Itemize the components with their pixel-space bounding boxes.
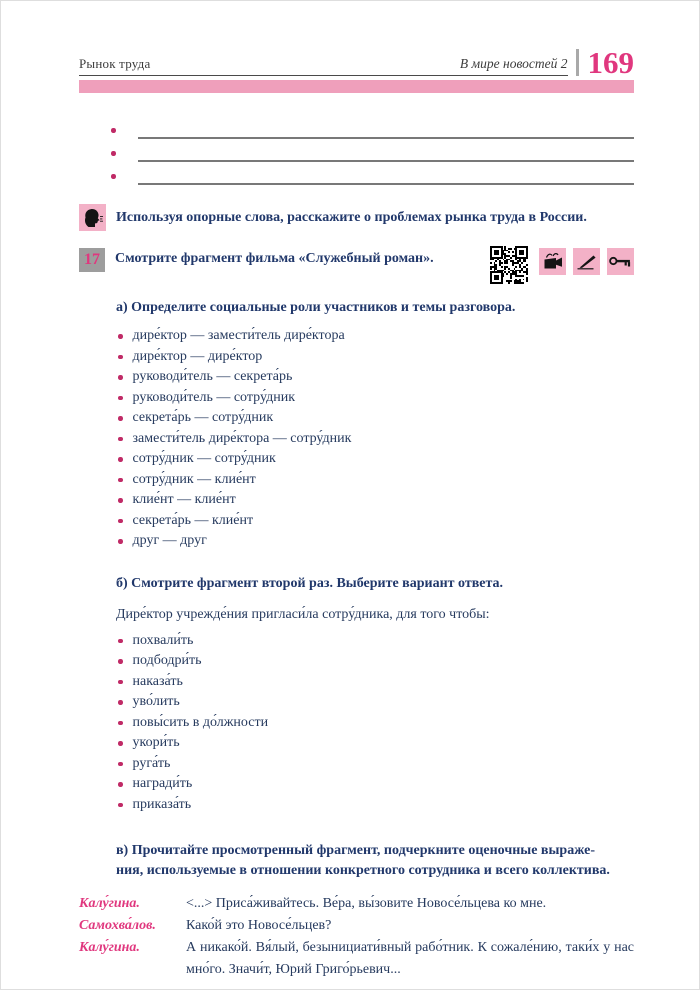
list-item — [116, 326, 634, 347]
list-item — [116, 408, 634, 429]
blank-answer-line[interactable] — [138, 145, 635, 162]
header-divider — [576, 49, 579, 76]
list-item — [116, 651, 634, 672]
write-in-row — [111, 119, 634, 142]
bullet-icon — [118, 519, 123, 524]
list-item — [116, 672, 634, 693]
video-camera-icon — [539, 248, 566, 275]
page-number: 169 — [587, 45, 634, 81]
section-v-heading-line: ния, используемые в отношении конкретного сотрудника и всего коллектива. — [116, 863, 610, 878]
running-head — [79, 56, 568, 76]
bullet-icon — [118, 416, 123, 421]
bullet-icon — [118, 639, 123, 644]
header-pink-band — [79, 80, 634, 93]
task-17 — [79, 248, 634, 284]
list-item-text: похвали́ть — [132, 632, 194, 648]
list-item — [116, 490, 634, 511]
section-a-heading: а) Определите социальные роли участников и темы разговора. — [116, 300, 516, 315]
list-item — [116, 388, 634, 409]
list-item-text: уво́лить — [132, 694, 180, 710]
list-item — [116, 774, 634, 795]
list-item — [116, 347, 634, 368]
dialogue-speaker: Самохва́лов. — [79, 918, 156, 933]
bullet-icon — [111, 151, 116, 156]
list-item-text: секрета́рь — сотру́дник — [132, 410, 274, 426]
list-item-text: друг — друг — [132, 533, 207, 549]
bullet-icon — [111, 128, 116, 133]
list-item — [116, 470, 634, 491]
list-item-text: сотру́дник — сотру́дник — [132, 451, 276, 467]
bullet-icon — [118, 355, 123, 360]
bullet-icon — [118, 334, 123, 339]
list-item-text: сотру́дник — клие́нт — [132, 471, 256, 487]
list-item — [116, 795, 634, 816]
bullet-icon — [118, 498, 123, 503]
list-item-text: дире́ктор — замести́тель дире́ктора — [132, 328, 345, 344]
write-in-row — [111, 165, 634, 188]
list-item-text: дире́ктор — дире́ктор — [132, 348, 263, 364]
list-item — [116, 692, 634, 713]
task-icons — [490, 248, 634, 284]
dialogue-text: <...> Приса́живайтесь. Ве́ра, вы́зовите Новосе́льцева ко мне. — [186, 896, 547, 911]
speaking-task-text: Используя опорные слова, расскажите о проблемах рынка труда в России. — [116, 209, 587, 225]
list-item — [116, 429, 634, 450]
bullet-icon — [118, 396, 123, 401]
dialogue-text: Како́й это Новосе́льцев? — [186, 918, 332, 933]
list-item-text: укори́ть — [132, 735, 180, 751]
list-item-text: клие́нт — клие́нт — [132, 492, 236, 508]
list-item — [116, 511, 634, 532]
list-item — [116, 367, 634, 388]
section-v-heading — [116, 841, 634, 881]
key-icon — [607, 248, 634, 275]
blank-answer-line[interactable] — [138, 122, 635, 139]
write-in-row — [111, 142, 634, 165]
bullet-icon — [118, 375, 123, 380]
list-item-text: руководи́тель — сотру́дник — [132, 389, 295, 405]
list-item-text: приказа́ть — [132, 796, 192, 812]
bullet-icon — [118, 659, 123, 664]
bullet-icon — [118, 741, 123, 746]
list-item — [116, 631, 634, 652]
bullet-icon — [118, 478, 123, 483]
list-item-text: награди́ть — [132, 776, 193, 792]
list-item-text: повы́сить в до́лжности — [132, 714, 269, 730]
list-item-text: замести́тель дире́ктора — сотру́дник — [132, 430, 352, 446]
task-title: Смотрите фрагмент фильма «Служебный роман». — [115, 251, 434, 266]
bullet-icon — [118, 539, 123, 544]
bullet-icon — [118, 437, 123, 442]
bullet-icon — [118, 721, 123, 726]
list-item-text: подбодри́ть — [132, 653, 202, 669]
section-b-intro: Дире́ктор учрежде́ния пригласи́ла сотру́дника, для того чтобы: — [116, 606, 490, 622]
list-item — [116, 713, 634, 734]
dialogue-row — [79, 915, 634, 937]
answer-options-list — [116, 631, 634, 816]
dialogue-text: А никако́й. Вя́лый, безынициати́вный рабо́тник. К сожале́нию, таки́х у нас мно́го. Значи́т, Юрий Григо́рьевич... — [186, 940, 634, 977]
bullet-icon — [118, 457, 123, 462]
list-item-text: секрета́рь — клие́нт — [132, 512, 254, 528]
list-item-text: руга́ть — [132, 755, 171, 771]
dialogue-speaker: Калу́гина. — [79, 896, 140, 911]
bullet-icon — [118, 782, 123, 787]
pen-icon — [573, 248, 600, 275]
task-number-badge: 17 — [79, 248, 105, 272]
section-v-heading-line: в) Прочитайте просмотренный фрагмент, подчеркните оценочные выраже- — [116, 843, 596, 858]
speaking-task — [79, 204, 634, 231]
bullet-icon — [118, 700, 123, 705]
section-b-heading: б) Смотрите фрагмент второй раз. Выберите вариант ответа. — [116, 575, 504, 591]
bullet-icon — [118, 680, 123, 685]
write-in-lines — [79, 119, 634, 188]
bullet-icon — [118, 803, 123, 808]
list-item — [116, 733, 634, 754]
dialogue-speaker: Калу́гина. — [79, 940, 140, 955]
qr-code-icon — [490, 246, 528, 284]
page-header — [79, 1, 634, 81]
list-item — [116, 754, 634, 775]
list-item — [116, 449, 634, 470]
bullet-icon — [111, 174, 116, 179]
dialogue-row — [79, 893, 634, 915]
list-item-text: наказа́ть — [132, 673, 183, 689]
list-item — [116, 531, 634, 552]
speaking-head-icon — [79, 204, 106, 231]
running-head-left: Рынок труда — [79, 56, 151, 71]
dialogue — [79, 893, 634, 981]
blank-answer-line[interactable] — [138, 168, 635, 185]
running-head-right: В мире новостей 2 — [459, 56, 568, 71]
role-pairs-list — [116, 326, 634, 552]
dialogue-row — [79, 937, 634, 981]
bullet-icon — [118, 762, 123, 767]
list-item-text: руководи́тель — секрета́рь — [132, 369, 293, 385]
